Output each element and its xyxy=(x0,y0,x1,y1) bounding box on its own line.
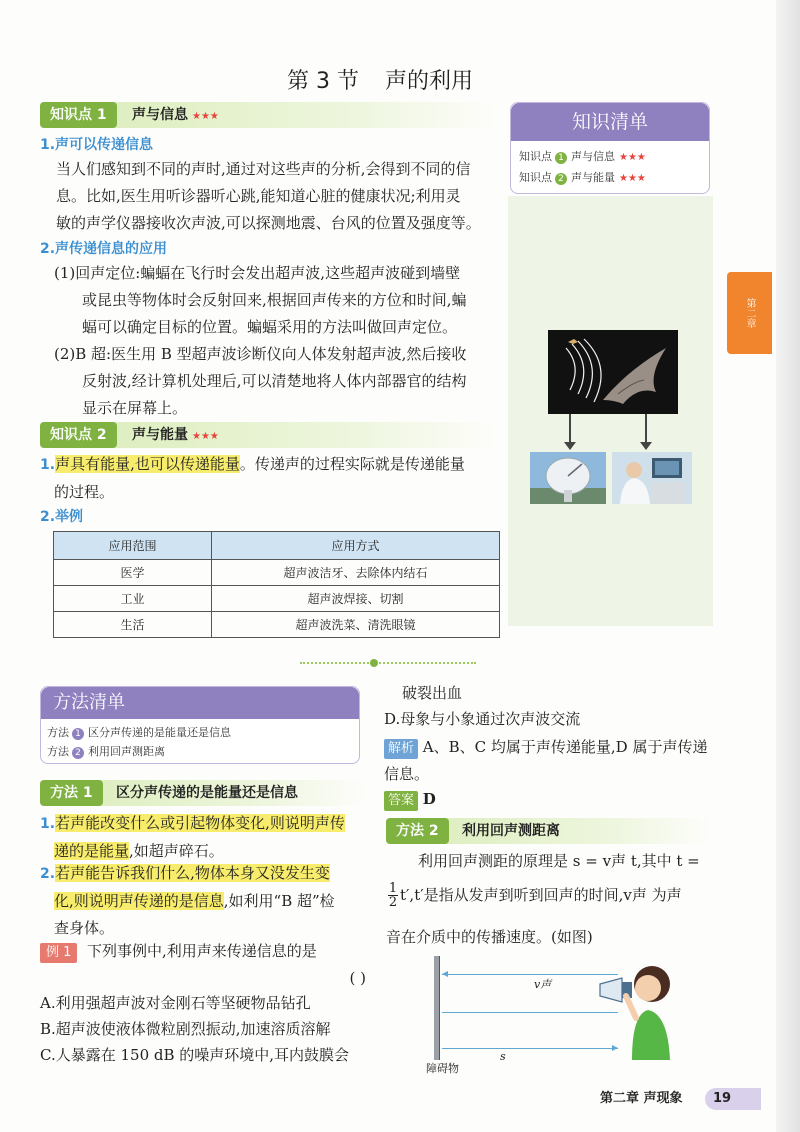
page-number: 19 xyxy=(705,1088,761,1110)
bat-echolocation-illustration xyxy=(548,330,678,414)
option-c-cont: 破裂出血 xyxy=(402,684,463,702)
table-cell: 生活 xyxy=(54,612,212,638)
option-b: B.超声波使液体微粒剧烈振动,加速溶质溶解 xyxy=(40,1020,331,1038)
arrow-head-left-icon xyxy=(442,971,448,977)
sound-wave-line-2 xyxy=(442,1012,618,1013)
rating-stars-icon: ★★★ xyxy=(619,152,646,163)
analysis-tag: 解析 xyxy=(384,739,418,759)
obstacle-label: 障碍物 xyxy=(426,1062,459,1075)
example-1-answer: 答案 D xyxy=(384,786,584,813)
kp2-heading-2: 2.举例 xyxy=(40,509,84,525)
section-divider xyxy=(300,662,476,664)
checklist-item: 知识点 1 声与信息 ★★★ xyxy=(519,150,646,163)
velocity-label: v声 xyxy=(534,978,552,991)
table-cell: 超声波洁牙、去除体内结石 xyxy=(212,560,500,586)
table-cell: 医学 xyxy=(54,560,212,586)
knowledge-point-2-name: 声与能量 ★★★ xyxy=(132,427,219,443)
kp1-item-b-ultrasound: (2)B 超:医生用 B 型超声波诊断仪向人体发射超声波,然后接收 反射波,经计算机处理后,可以清楚地将人体内部器官的结构 显示在屏幕上。 xyxy=(54,345,467,417)
example-1-options xyxy=(40,990,380,1068)
method-2-bar xyxy=(386,818,711,844)
chapter-side-tab: 第二章 xyxy=(727,272,772,354)
arrow-right-head xyxy=(640,442,652,450)
option-d: D.母象与小象通过次声波交流 xyxy=(384,710,581,728)
distance-label: s xyxy=(500,1050,506,1063)
sound-wave-line-3 xyxy=(442,1048,618,1049)
chapter-footer: 第二章 声现象 xyxy=(600,1091,683,1106)
section-title: 第 3 节 声的利用 xyxy=(287,69,473,94)
divider-dot xyxy=(370,659,378,667)
ultrasound-doctor-photo xyxy=(612,452,692,504)
knowledge-checklist-title: 知识清单 xyxy=(511,103,709,141)
method-checklist-item: 方法 1 区分声传递的是能量还是信息 xyxy=(47,726,231,739)
page-edge-shadow xyxy=(776,0,800,1132)
example-1-tag: 例 1 xyxy=(40,943,77,963)
option-a: A.利用强超声波对金刚石等坚硬物品钻孔 xyxy=(40,994,311,1012)
method-checklist-title: 方法清单 xyxy=(41,687,359,719)
radar-dish-photo xyxy=(530,452,606,504)
knowledge-point-1-tag: 知识点 1 xyxy=(40,102,117,128)
method-2-tag: 方法 2 xyxy=(386,818,449,844)
kp1-heading-2: 2.声传递信息的应用 xyxy=(40,241,168,257)
answer-tag: 答案 xyxy=(384,791,418,811)
rating-stars-icon: ★★★ xyxy=(192,111,219,122)
table-cell: 超声波焊接、切割 xyxy=(212,586,500,612)
method-2-name: 利用回声测距离 xyxy=(462,823,560,839)
table-row xyxy=(54,612,500,638)
example-1-analysis: 解析 A、B、C 均属于声传递能量,D 属于声传递 信息。 xyxy=(384,738,708,783)
application-table xyxy=(53,531,500,638)
table-header: 应用范围 xyxy=(54,532,212,560)
method-2-text-2: t′,t′是指从发声到听到回声的时间,v声 为声 xyxy=(400,886,682,904)
arrow-left-head xyxy=(564,442,576,450)
knowledge-point-2-tag: 知识点 2 xyxy=(40,422,117,448)
kp1-heading-1: 1.声可以传递信息 xyxy=(40,137,154,153)
checklist-item: 知识点 2 声与能量 ★★★ xyxy=(519,171,646,184)
method-1-bar xyxy=(40,780,365,806)
table-row xyxy=(54,586,500,612)
sound-wave-line-1 xyxy=(442,974,618,975)
method-2-text-3: 音在介质中的传播速度。(如图) xyxy=(386,928,593,946)
method-2-text: 利用回声测距的原理是 s = v声 t,其中 t = xyxy=(418,852,700,870)
fraction-half: 1 2 xyxy=(388,881,398,910)
arrow-left xyxy=(569,414,571,444)
knowledge-point-2-bar xyxy=(40,422,495,448)
table-cell: 超声波洗菜、清洗眼镜 xyxy=(212,612,500,638)
knowledge-point-1-name: 声与信息 ★★★ xyxy=(132,107,219,123)
obstacle-wall xyxy=(434,956,440,1060)
table-cell: 工业 xyxy=(54,586,212,612)
option-c: C.人暴露在 150 dB 的噪声环境中,耳内鼓膜会 xyxy=(40,1046,350,1064)
method-checklist-item: 方法 2 利用回声测距离 xyxy=(47,745,165,758)
method-checklist-box xyxy=(40,686,360,764)
method-1-point-1: 1.若声能改变什么或引起物体变化,则说明声传 递的是能量,如超声碎石。 xyxy=(40,814,345,860)
rating-stars-icon: ★★★ xyxy=(619,173,646,184)
method-1-name: 区分声传递的是能量还是信息 xyxy=(116,785,298,801)
arrow-right xyxy=(645,414,647,444)
girl-megaphone-illustration xyxy=(596,948,680,1060)
method-1-tag: 方法 1 xyxy=(40,780,103,806)
method-1-point-2: 2.若声能告诉我们什么,物体本身又没发生变 化,则说明声传递的是信息,如利用“B 超”检 查身体。 xyxy=(40,864,335,937)
example-1-options-cont xyxy=(384,680,714,732)
table-header: 应用方式 xyxy=(212,532,500,560)
rating-stars-icon: ★★★ xyxy=(192,431,219,442)
kp1-item-echolocation: (1)回声定位:蝙蝠在飞行时会发出超声波,这些超声波碰到墙壁 或昆虫等物体时会反射回来,根据回声传来的方位和时间,蝙 蝠可以确定目标的位置。蝙蝠采用的方法叫做回声定位。 xyxy=(54,264,467,336)
knowledge-point-1-bar xyxy=(40,102,495,128)
kp2-paragraph-1: 1.声具有能量,也可以传递能量。传递声的过程实际就是传递能量 的过程。 xyxy=(40,455,465,501)
example-1-question: 例 1 下列事例中,利用声来传递信息的是 ( ) xyxy=(40,938,370,992)
kp1-paragraph-1: 当人们感知到不同的声时,通过对这些声的分析,会得到不同的信 息。比如,医生用听诊器听心跳,能知道心脏的健康状况;利用灵 敏的声学仪器接收次声波,可以探测地震、台风的位置及强度等。 xyxy=(56,160,481,232)
knowledge-checklist-box xyxy=(510,102,710,194)
table-row xyxy=(54,560,500,586)
